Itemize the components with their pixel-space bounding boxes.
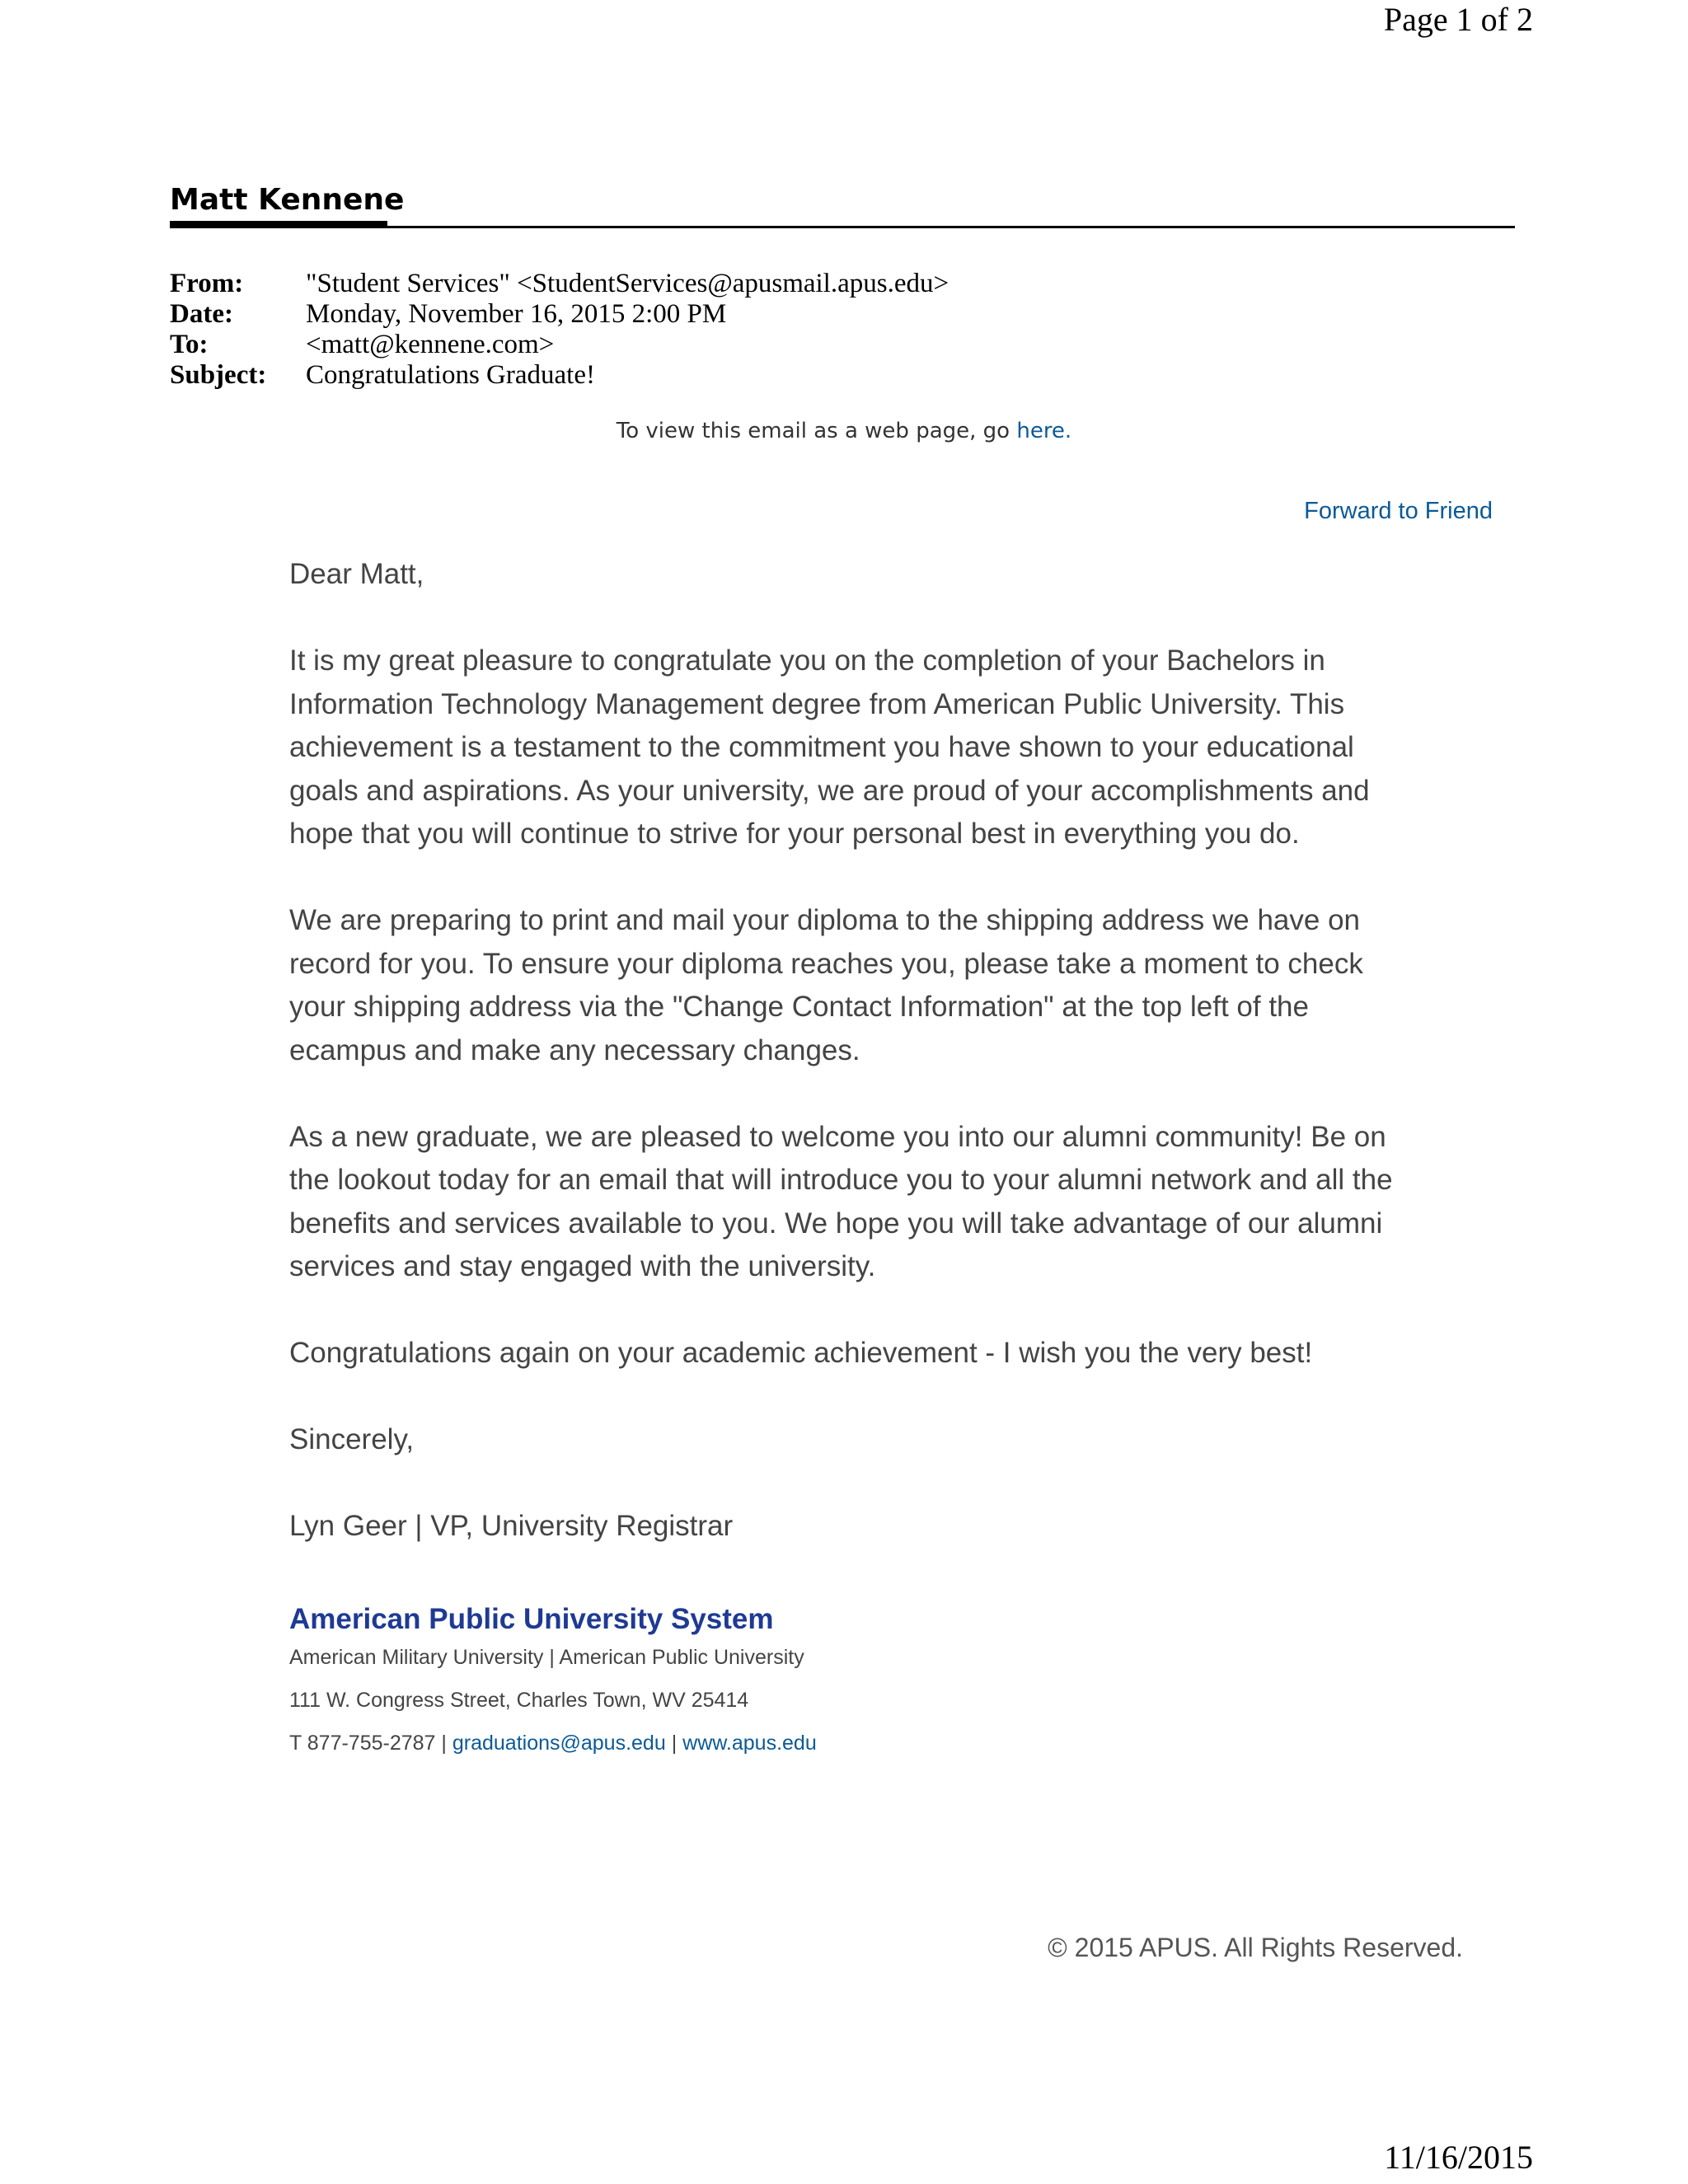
body-line: record for you. To ensure your diploma reaches you, please take a moment to check	[289, 947, 1363, 980]
org-address: 111 W. Congress Street, Charles Town, WV 25414	[289, 1689, 749, 1712]
paragraph-congratulations	[289, 640, 1443, 856]
org-email-link[interactable]: graduations@apus.edu	[452, 1732, 666, 1755]
body-line: We are preparing to print and mail your diploma to the shipping address we have on	[289, 904, 1360, 936]
body-line: As a new graduate, we are pleased to welcome you into our alumni community! Be on	[289, 1120, 1386, 1153]
body-line: your shipping address via the "Change Contact Information" at the top left of the	[289, 991, 1309, 1023]
page-number: Page 1 of 2	[1383, 1, 1533, 38]
org-contact	[289, 1732, 817, 1755]
body-line: benefits and services available to you. We hope you will take advantage of our alumni	[289, 1207, 1383, 1240]
header-subject	[170, 360, 949, 391]
web-view-text: To view this email as a web page, go	[616, 419, 1017, 443]
web-view-link[interactable]: here.	[1016, 419, 1072, 443]
body-line: achievement is a testament to the commitment you have shown to your educational	[289, 731, 1354, 763]
email-body	[289, 553, 1443, 1591]
header-to	[170, 330, 949, 360]
web-view-notice	[0, 419, 1688, 443]
paragraph-diploma	[289, 899, 1443, 1072]
body-line: It is my great pleasure to congratulate you on the completion of your Bachelors in	[289, 644, 1325, 677]
header-value: <matt@kennene.com>	[306, 330, 555, 359]
signoff: Sincerely,	[289, 1423, 415, 1455]
body-line: services and stay engaged with the university.	[289, 1250, 876, 1282]
org-website-link[interactable]: www.apus.edu	[682, 1732, 817, 1755]
body-line: the lookout today for an email that will introduce you to your alumni network and all the	[289, 1164, 1393, 1196]
org-subline: American Military University | American Public University	[289, 1646, 804, 1669]
account-name: Matt Kennene	[170, 183, 405, 217]
header-value: Monday, November 16, 2015 2:00 PM	[306, 299, 727, 329]
header-label: To:	[170, 330, 209, 359]
email-headers	[170, 269, 949, 391]
paragraph-alumni	[289, 1116, 1443, 1289]
header-from	[170, 269, 949, 299]
greeting: Dear Matt,	[289, 558, 424, 590]
closing-line: Congratulations again on your academic achievement - I wish you the very best!	[289, 1337, 1313, 1369]
org-name: American Public University System	[289, 1603, 774, 1635]
body-line: Information Technology Management degree from American Public University. This	[289, 687, 1345, 720]
header-label: From:	[170, 269, 244, 298]
copyright: © 2015 APUS. All Rights Reserved.	[1048, 1933, 1463, 1962]
forward-to-friend-link[interactable]: Forward to Friend	[1304, 498, 1493, 524]
header-date	[170, 299, 949, 330]
header-value: Congratulations Graduate!	[306, 360, 595, 390]
header-rule-accent	[170, 221, 387, 228]
print-date: 11/16/2015	[1384, 2139, 1533, 2176]
signature: Lyn Geer | VP, University Registrar	[289, 1510, 734, 1542]
body-line: goals and aspirations. As your university, we are proud of your accomplishments and	[289, 774, 1370, 807]
org-phone: T 877-755-2787 |	[289, 1732, 452, 1755]
org-separator: |	[665, 1732, 683, 1755]
body-line: ecampus and make any necessary changes.	[289, 1033, 860, 1066]
header-value: "Student Services" <StudentServices@apusmail.apus.edu>	[306, 269, 950, 298]
header-label: Subject:	[170, 360, 267, 390]
body-line: hope that you will continue to strive for your personal best in everything you do.	[289, 818, 1300, 850]
header-label: Date:	[170, 299, 233, 329]
